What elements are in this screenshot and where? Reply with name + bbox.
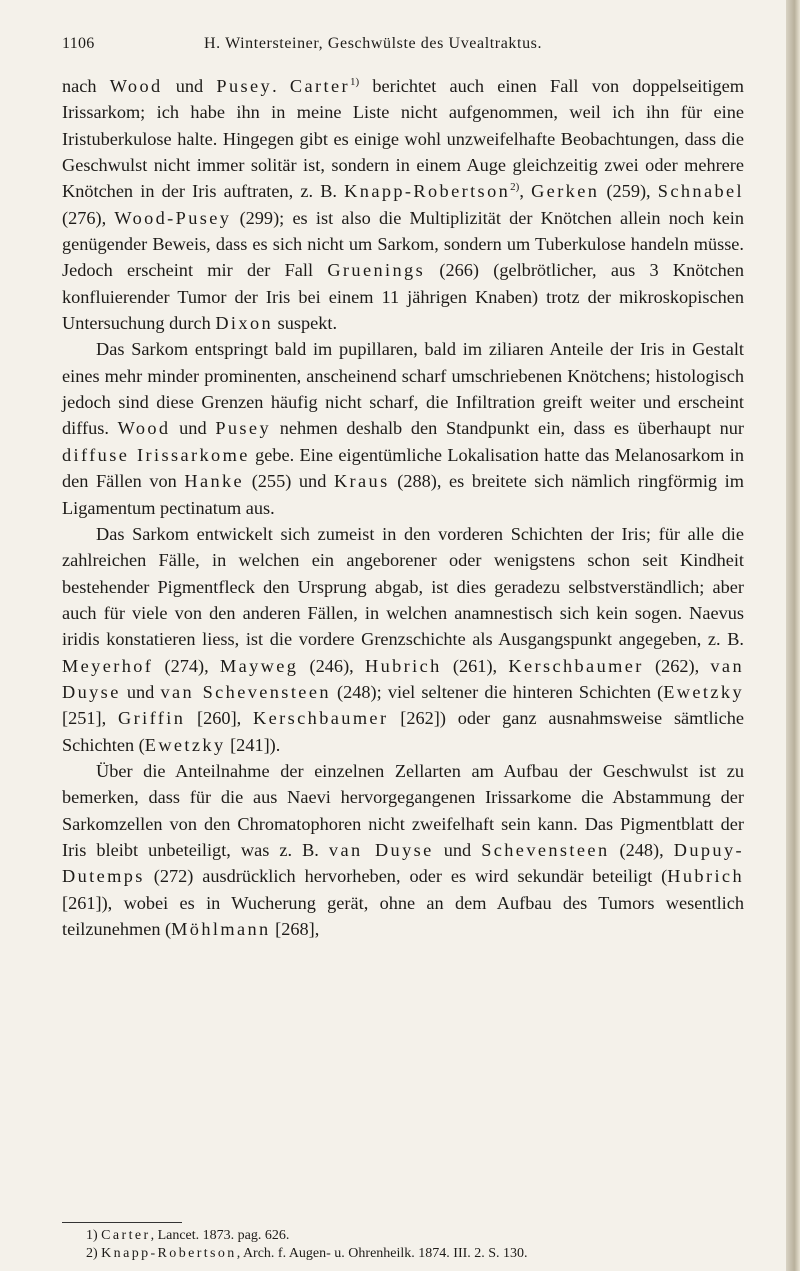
text-run: suspekt. xyxy=(273,313,338,334)
text-run: (255) und xyxy=(244,471,334,492)
spaced-name: Gruenings xyxy=(327,260,426,281)
text-run: Das Sarkom entwickelt sich zumeist in den vorderen Schichten der Iris; für alle die zahlreichen Fälle, in welchen ein angeborener oder wenigstens schon seit Kindheit bestehender Pigmentfleck den Ursprung abgab, ist dies geradezu selbstverständlich; aber auch für viele von den anderen Fällen, in welchen anamnestisch sich kein sogen. Naevus iridis konstatieren liess, ist die vordere Grenzschichte als Ausgangspunkt angegeben, z. B. xyxy=(62,523,744,650)
spaced-name: Carter xyxy=(289,76,350,96)
text-run: Über die Anteilnahme der einzelnen Zellarten am Aufbau der Geschwulst ist zu bemerken, dass für die aus Naevi hervorgegangenen Irissarkome die Abstammung der Sarkomzellen von den Chromatophoren nicht zweifelhaft sein kann. Das Pigmentblatt der Iris bleibt unbeteiligt, was z. B. xyxy=(62,760,744,860)
text-run: (262), xyxy=(643,655,711,676)
paragraph-3 xyxy=(62,521,744,758)
text-run: gebe. Eine eigentümliche Lokalisation hatte das Melanosarkom in den Fällen von xyxy=(62,444,744,492)
text-run: (266) (gelbrötlicher, aus 3 Knötchen konfluierender Tumor der Iris bei einem 11 jährigen Knaben) trotz der mikroskopischen Untersuchung durch xyxy=(62,260,744,334)
text-run: (246), xyxy=(298,655,365,676)
text-run: , xyxy=(519,181,532,202)
spaced-name: Knapp-Robertson xyxy=(101,1245,237,1261)
spaced-name: Schevensteen xyxy=(481,839,610,860)
spaced-name: Hubrich xyxy=(364,655,442,676)
text-run: (261), xyxy=(441,655,509,676)
text-run: . xyxy=(272,76,290,96)
footnote-marker: 2) xyxy=(510,181,520,194)
text-run: Das Sarkom entspringt bald im pupillaren, bald im ziliaren Anteile der Iris in Gestalt eines mehr minder prominenten, anscheinend scharf umschriebenen Knötchens; histologisch jedoch sind diese Grenzen häufig nicht scharf, die Infiltration greift weiter und erscheint diffus. xyxy=(62,339,744,439)
text-run: nach xyxy=(62,76,110,96)
text-run: und xyxy=(170,418,216,439)
spaced-name: Möhlmann xyxy=(171,919,271,939)
text-run: , Lancet. 1873. pag. 626. xyxy=(150,1228,290,1243)
text-run: [251], xyxy=(62,708,118,729)
text-run: und xyxy=(433,839,482,860)
spaced-name: Meyerhof xyxy=(62,655,154,676)
running-header xyxy=(62,34,752,58)
text-run: [241]). xyxy=(225,734,281,755)
spaced-name: Wood-Pusey xyxy=(114,207,232,228)
spaced-name: Hanke xyxy=(184,471,245,492)
spaced-name: Hubrich xyxy=(667,866,744,887)
spaced-name: van Duyse xyxy=(62,655,744,702)
spaced-name: Gerken xyxy=(531,181,600,202)
text-run: berichtet auch einen Fall von doppelseitigem Irissarkom; ich habe ihn in meine Liste nicht aufgenommen, weil ich ihn für eine Iristuberkulose halte. Hingegen gibt es einige wohl unzweifelhafte Beobachtungen, dass die Geschwulst nicht immer solitär ist, sondern in einem Auge gleichzeitig zwei oder mehrere Knötchen in der Iris auftraten, z. B. xyxy=(62,76,745,202)
text-run: und xyxy=(162,76,217,96)
text-run: (259), xyxy=(599,181,658,202)
text-run: , Arch. f. Augen- u. Ohrenheilk. 1874. III. 2. S. 130. xyxy=(236,1245,528,1261)
footnotes xyxy=(86,1227,746,1262)
paragraph-1 xyxy=(62,73,744,336)
spaced-name: Dixon xyxy=(215,313,274,334)
spaced-name: Schnabel xyxy=(657,181,745,202)
spaced-name: Carter xyxy=(101,1228,151,1243)
spaced-name: Mayweg xyxy=(219,655,299,676)
text-run: (272) ausdrücklich hervorheben, oder es wird sekundär beteiligt ( xyxy=(144,866,668,887)
text-run: 2) xyxy=(86,1245,102,1261)
body-text xyxy=(62,73,744,942)
spaced-name: Knapp-Robertson xyxy=(344,181,511,202)
text-run: [262]) oder ganz ausnahmsweise sämtliche Schichten ( xyxy=(62,708,744,755)
text-run: (299); es ist also die Multiplizität der Knötchen allein noch kein genügender Beweis, dass es sich nicht um Sarkom, sondern um Tuberkulose handeln müsse. Jedoch erscheint mir der Fall xyxy=(62,207,744,281)
page-number: 1106 xyxy=(62,35,95,52)
spaced-name: Wood xyxy=(117,418,171,439)
running-title: H. Wintersteiner, Geschwülste des Uvealtraktus. xyxy=(204,35,543,52)
spaced-name: Ewetzky xyxy=(663,681,744,702)
text-run: [260], xyxy=(185,708,254,729)
spaced-name: Pusey xyxy=(215,418,271,439)
paragraph-2 xyxy=(62,336,744,520)
spaced-name: van Schevensteen xyxy=(160,681,331,702)
spaced-name: Griffin xyxy=(118,708,186,729)
text-run: [268], xyxy=(270,919,320,939)
text-run: (276), xyxy=(62,207,115,228)
page-edge-shadow xyxy=(786,0,800,1271)
text-run: [261]), wobei es in Wucherung gerät, ohne an dem Aufbau des Tumors wesentlich teilzunehmen ( xyxy=(62,892,744,939)
text-run: (288), es breitete sich nämlich ringförmig im Ligamentum pectinatum aus. xyxy=(62,471,744,518)
text-run: 1) xyxy=(86,1228,102,1243)
text-run: (248), xyxy=(609,839,674,860)
footnote-2 xyxy=(86,1245,746,1263)
spaced-name: Wood xyxy=(109,76,163,96)
spaced-name: Pusey xyxy=(216,76,273,96)
footnote-rule xyxy=(62,1222,182,1223)
spaced-name: diffuse Irissarkome xyxy=(62,444,250,465)
text-run: (274), xyxy=(153,655,220,676)
spaced-name: Kerschbaumer xyxy=(253,708,389,729)
text-run: (248); viel seltener die hinteren Schichten ( xyxy=(330,681,664,702)
footnote-1 xyxy=(86,1227,746,1245)
paragraph-4 xyxy=(62,758,744,942)
spaced-name: Kerschbaumer xyxy=(508,655,644,676)
spaced-name: Kraus xyxy=(333,471,390,492)
spaced-name: van Duyse xyxy=(328,839,434,860)
text-run: nehmen deshalb den Standpunkt ein, dass es überhaupt nur xyxy=(271,418,745,439)
text-run: und xyxy=(120,681,161,702)
spaced-name: Dupuy-Dutemps xyxy=(62,839,745,887)
footnote-marker: 1) xyxy=(349,75,360,88)
spaced-name: Ewetzky xyxy=(144,734,226,755)
